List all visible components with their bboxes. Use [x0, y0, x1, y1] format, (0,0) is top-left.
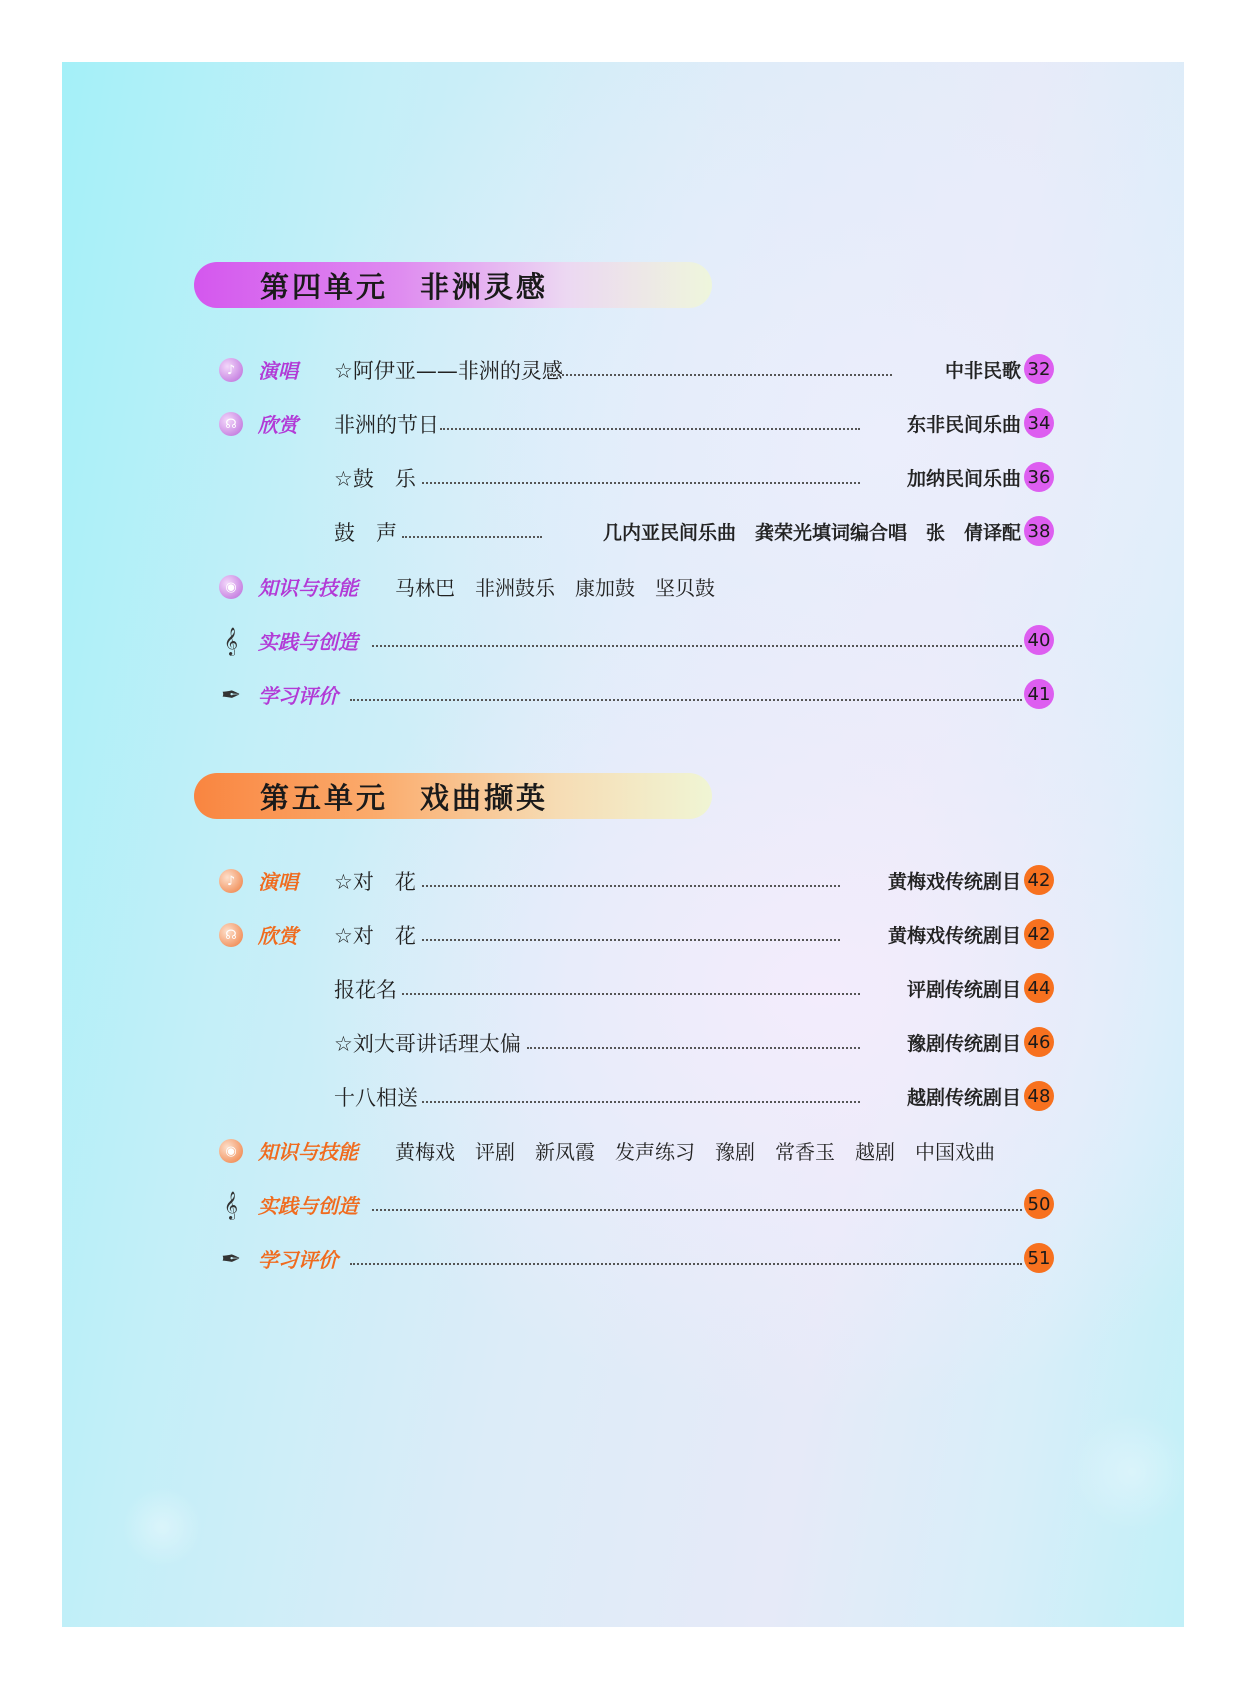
quill-icon: ✒	[220, 681, 242, 709]
headphones-icon: ☊	[219, 923, 243, 947]
unit5-practice[interactable]	[62, 1185, 1184, 1225]
unit5-entry-shibaxiangsong[interactable]	[62, 1077, 1184, 1117]
dot-leader	[372, 1209, 1022, 1211]
entry-title: 十八相送	[334, 1086, 418, 1110]
entry-title: ☆对 花	[334, 870, 416, 894]
music-note-icon: 𝄞	[223, 1191, 239, 1219]
unit5-entry-sing[interactable]	[62, 861, 1184, 901]
page-number: 42	[1024, 865, 1054, 895]
entry-title: 报花名	[334, 978, 397, 1002]
entry-source: 黄梅戏传统剧目	[887, 925, 1021, 947]
unit5-banner	[194, 773, 712, 819]
page-number: 48	[1024, 1081, 1054, 1111]
unit5-knowledge	[62, 1131, 1184, 1171]
page-number: 36	[1024, 462, 1054, 492]
unit5-evaluation[interactable]	[62, 1239, 1184, 1279]
entry-title: ☆鼓 乐	[334, 467, 416, 491]
knowledge-topics: 黄梅戏 评剧 新凤霞 发声练习 豫剧 常香玉 越剧 中国戏曲	[395, 1140, 995, 1164]
music-note-icon: 𝄞	[223, 627, 239, 655]
unit4-banner	[194, 262, 712, 308]
entry-source: 几内亚民间乐曲 龚荣光填词编合唱 张 倩译配	[602, 522, 1021, 544]
page-number: 40	[1024, 625, 1054, 655]
entry-title: 鼓 声	[334, 521, 397, 545]
category-label: 欣赏	[258, 413, 298, 437]
unit5-title: 第五单元 戏曲撷英	[260, 780, 549, 815]
entry-source: 东非民间乐曲	[906, 414, 1021, 436]
dot-leader	[527, 1047, 860, 1049]
disc-icon: ◉	[219, 575, 243, 599]
category-label: 实践与创造	[258, 1194, 358, 1218]
page-number: 44	[1024, 973, 1054, 1003]
quill-icon: ✒	[220, 1245, 242, 1273]
entry-source: 豫剧传统剧目	[906, 1033, 1021, 1055]
page-number: 32	[1024, 354, 1054, 384]
category-label: 学习评价	[258, 1248, 338, 1272]
headphones-icon: ☊	[219, 412, 243, 436]
page-number: 34	[1024, 408, 1054, 438]
entry-title: 非洲的节日	[334, 413, 439, 437]
disc-icon: ◉	[219, 1139, 243, 1163]
unit4-entry-drum-music[interactable]	[62, 458, 1184, 498]
dot-leader	[350, 1263, 1022, 1265]
entry-source: 评剧传统剧目	[906, 979, 1021, 1001]
entry-source: 越剧传统剧目	[906, 1087, 1021, 1109]
page-number: 46	[1024, 1027, 1054, 1057]
entry-title: ☆对 花	[334, 924, 416, 948]
dot-leader	[422, 482, 860, 484]
unit4-evaluation[interactable]	[62, 675, 1184, 715]
dot-leader	[547, 374, 892, 376]
page-number: 51	[1024, 1243, 1054, 1273]
category-label: 知识与技能	[258, 1140, 358, 1164]
dot-leader	[402, 536, 542, 538]
entry-source: 加纳民间乐曲	[906, 468, 1021, 490]
category-label: 欣赏	[258, 924, 298, 948]
unit5-entry-listen[interactable]	[62, 915, 1184, 955]
entry-source: 中非民歌	[944, 360, 1021, 382]
dot-leader	[372, 645, 1022, 647]
category-label: 知识与技能	[258, 576, 358, 600]
unit4-entry-sing[interactable]	[62, 350, 1184, 390]
category-label: 演唱	[258, 359, 298, 383]
knowledge-topics: 马林巴 非洲鼓乐 康加鼓 坚贝鼓	[395, 576, 715, 600]
entry-title: ☆刘大哥讲话理太偏	[334, 1032, 521, 1056]
dot-leader	[440, 428, 860, 430]
category-label: 学习评价	[258, 684, 338, 708]
unit4-practice[interactable]	[62, 621, 1184, 661]
microphone-icon: ♪	[219, 358, 243, 382]
unit4-entry-listen[interactable]	[62, 404, 1184, 444]
dot-leader	[422, 1101, 860, 1103]
category-label: 实践与创造	[258, 630, 358, 654]
dot-leader	[422, 885, 840, 887]
dot-leader	[350, 699, 1022, 701]
unit4-entry-drum-sound[interactable]	[62, 512, 1184, 552]
unit4-title: 第四单元 非洲灵感	[260, 269, 549, 304]
page-number: 42	[1024, 919, 1054, 949]
unit5-entry-liudage[interactable]	[62, 1023, 1184, 1063]
dot-leader	[402, 993, 860, 995]
page-number: 41	[1024, 679, 1054, 709]
microphone-icon: ♪	[219, 869, 243, 893]
unit5-entry-baohuaming[interactable]	[62, 969, 1184, 1009]
entry-source: 黄梅戏传统剧目	[887, 871, 1021, 893]
category-label: 演唱	[258, 870, 298, 894]
entry-title: ☆阿伊亚——非洲的灵感	[334, 359, 563, 383]
page-number: 38	[1024, 516, 1054, 546]
unit4-knowledge	[62, 567, 1184, 607]
toc-page	[62, 62, 1184, 1627]
dot-leader	[422, 939, 840, 941]
page-number: 50	[1024, 1189, 1054, 1219]
